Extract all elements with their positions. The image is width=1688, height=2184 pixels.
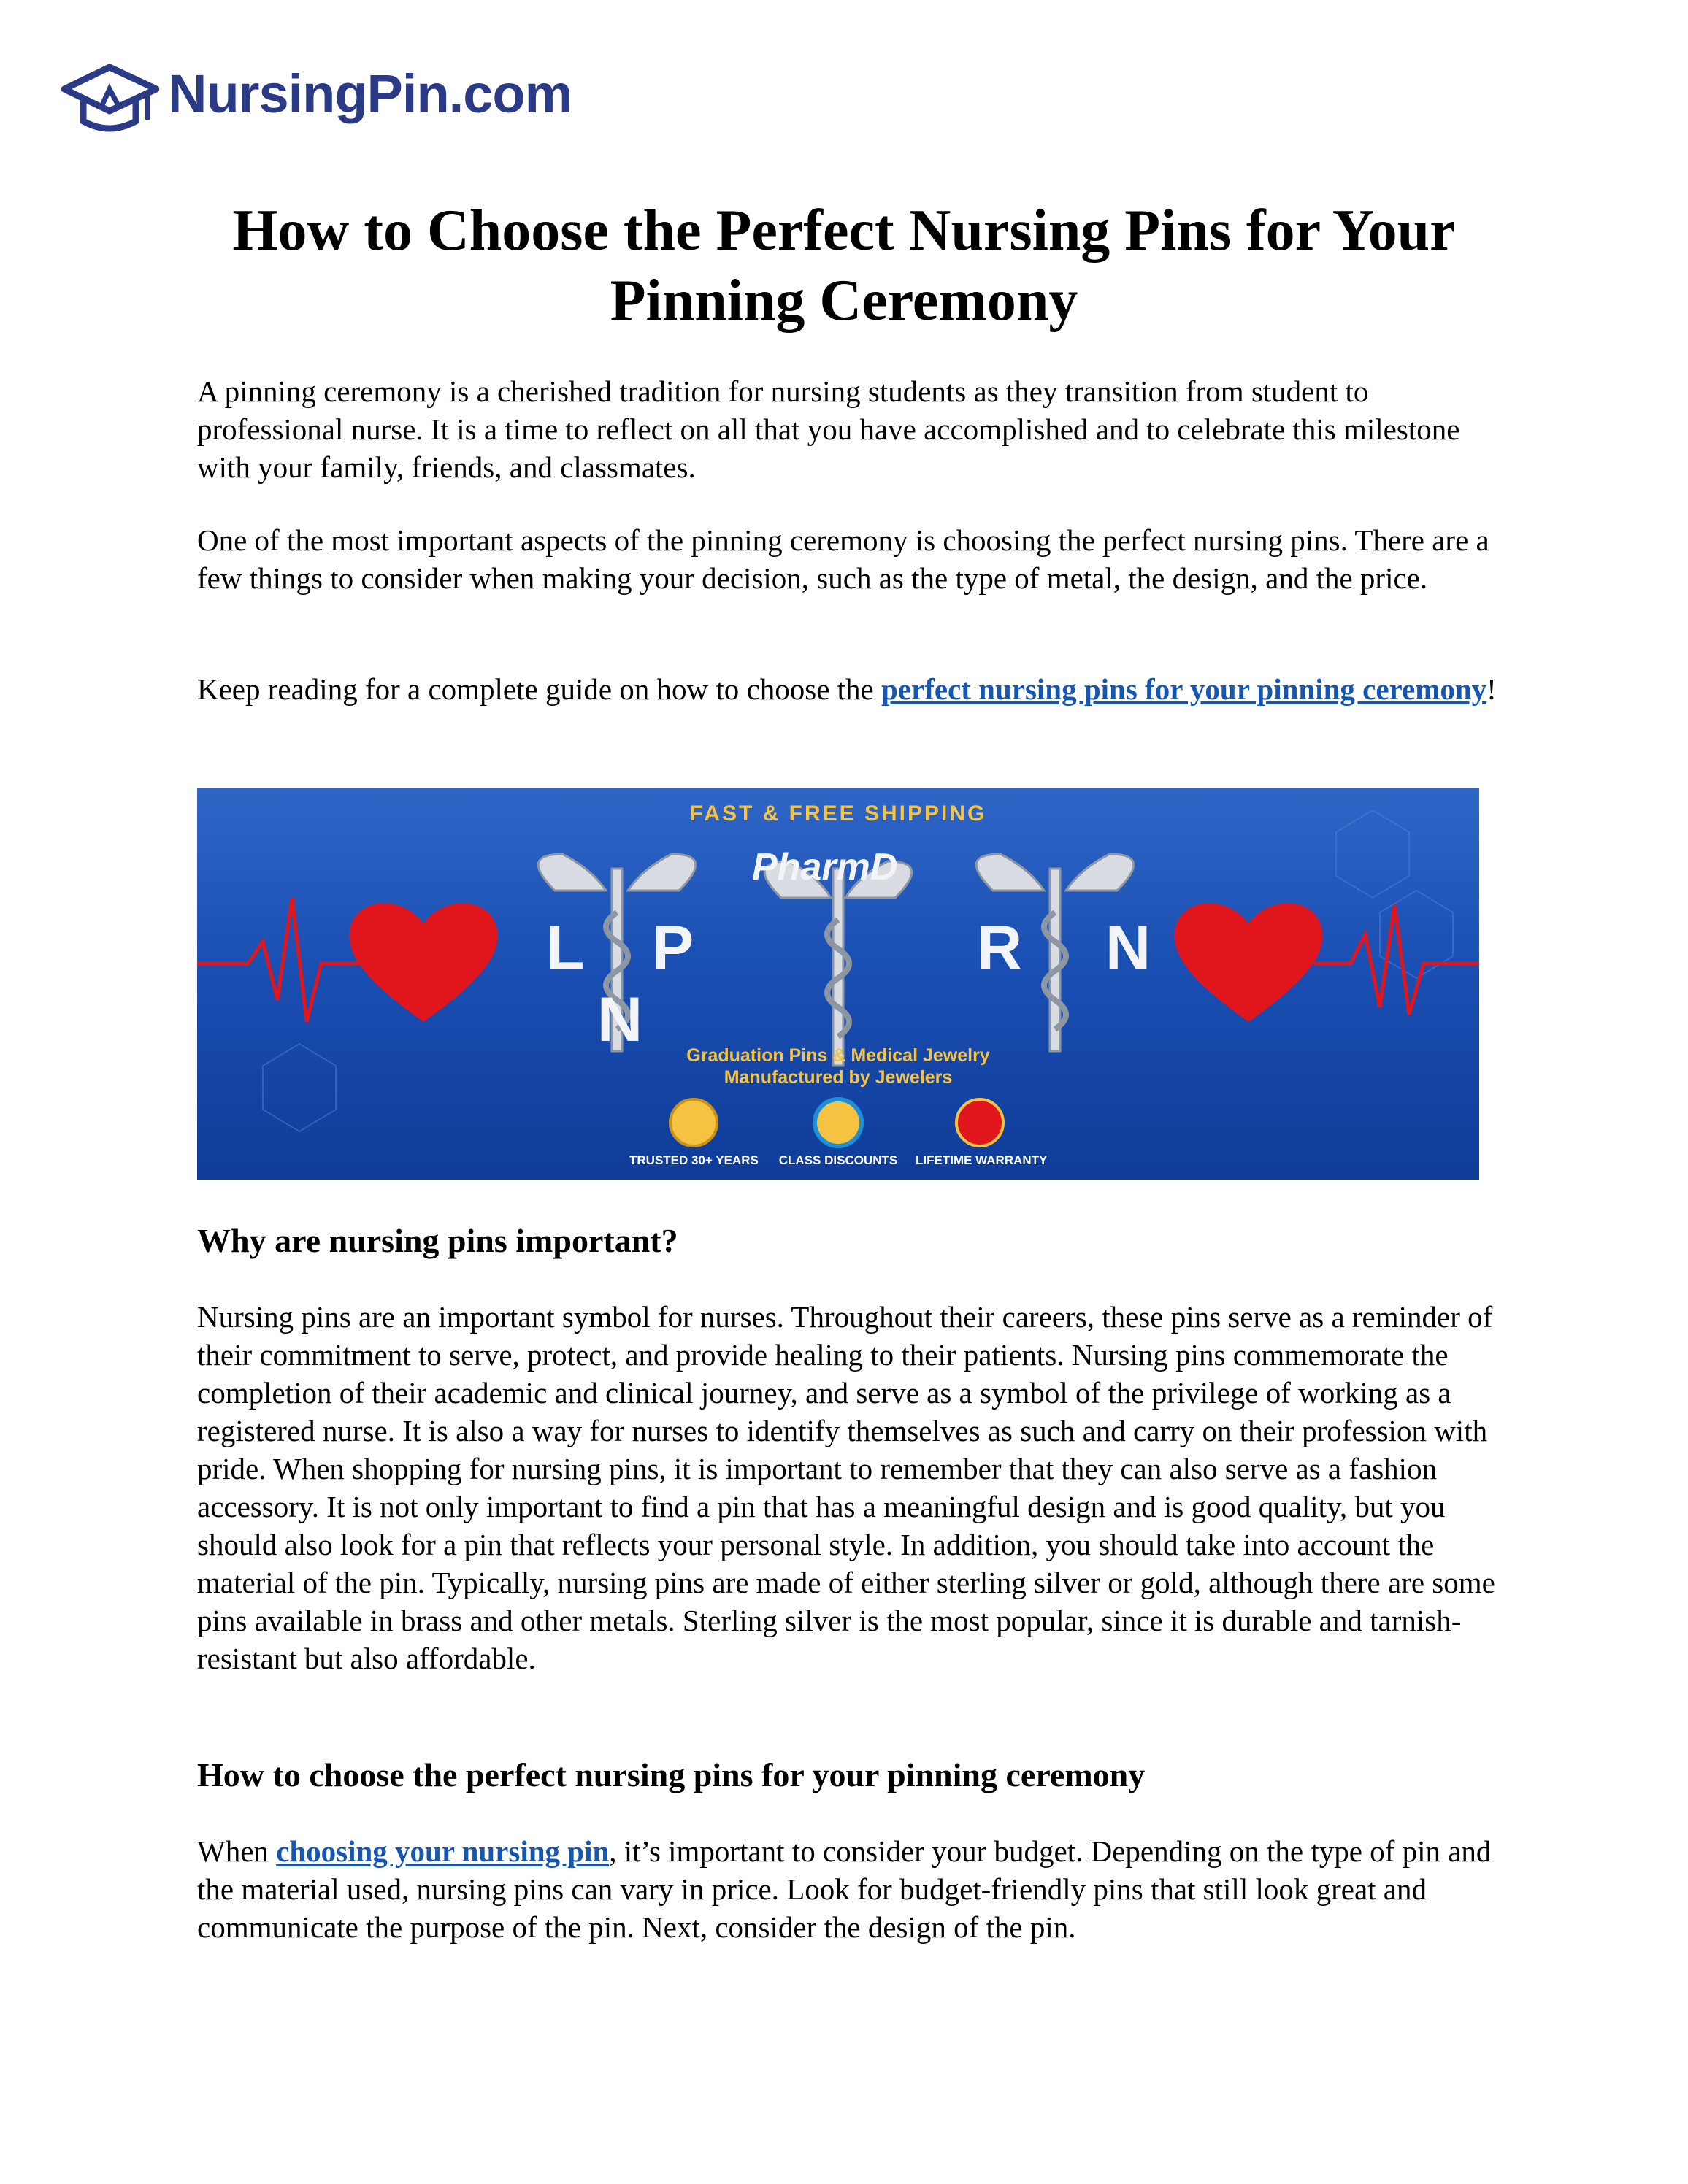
brand-name: NursingPin.com bbox=[168, 64, 572, 124]
section-heading-how: How to choose the perfect nursing pins for your pinning ceremony bbox=[197, 1756, 1146, 1793]
pin-letters-rn: R N bbox=[977, 913, 1151, 983]
badge-label-trusted: TRUSTED 30+ YEARS bbox=[629, 1153, 759, 1167]
badge-label-warranty: LIFETIME WARRANTY bbox=[916, 1153, 1048, 1167]
warranty-badge-icon bbox=[956, 1099, 1003, 1146]
pin-pharmd-label: PharmD bbox=[752, 846, 898, 888]
heart-icon bbox=[349, 903, 497, 1022]
satisfaction-badge-icon bbox=[670, 1099, 717, 1146]
special-offer-badge-icon bbox=[815, 1099, 862, 1146]
how-text-rest: , it’s important to consider your budget. Depending on the type of pin and the material used, nursing pins can vary in price. Look for budget-friendly pins that still look great and communicate the purpose of the pin. Next, consider the design of the pin. bbox=[197, 1834, 1492, 1944]
promo-banner[interactable] bbox=[197, 788, 1479, 1180]
page-title: How to Choose the Perfect Nursing Pins for Your Pinning Ceremony bbox=[232, 199, 1456, 333]
how-text: When bbox=[197, 1834, 277, 1868]
heartbeat-line-left bbox=[197, 898, 365, 1022]
badge-label-discounts: CLASS DISCOUNTS bbox=[778, 1153, 898, 1167]
intro-paragraph-1: A pinning ceremony is a cherished tradition for nursing students as they transition from student to professional nurse. It is a time to reflect on all that you have accomplished and to celebrate this milestone with your family, friends, and classmates. bbox=[197, 374, 1460, 484]
site-logo[interactable] bbox=[61, 57, 572, 143]
banner-headline: FAST & FREE SHIPPING bbox=[689, 801, 987, 826]
heart-icon bbox=[1174, 903, 1322, 1022]
intro-paragraph-2: One of the most important aspects of the pinning ceremony is choosing the perfect nursing pins. There are a few things to consider when making your decision, such as the type of metal, the design, and the price. bbox=[197, 523, 1489, 595]
heartbeat-line-right bbox=[1314, 905, 1479, 1015]
intro-paragraph-3 bbox=[197, 670, 1504, 708]
section-heading-why: Why are nursing pins important? bbox=[197, 1222, 678, 1259]
pin-letter-n: N bbox=[597, 985, 643, 1055]
intro-text: Keep reading for a complete guide on how to choose the bbox=[197, 672, 881, 706]
pin-letters-lpn: L P bbox=[546, 913, 694, 983]
choosing-pin-link[interactable]: choosing your nursing pin bbox=[276, 1834, 610, 1868]
section-body-why: Nursing pins are an important symbol for nurses. Throughout their careers, these pins serve as a reminder of their commitment to serve, protect, and provide healing to their patients. Nursing pins commemorate the completion of their academic and clinical journey, and serve as a symbol of the privilege of working as a registered nurse. It is also a way for nurses to identify themselves as such and carry on their profession with pride. When shopping for nursing pins, it is important to remember that they can also serve as a fashion accessory. It is not only important to find a pin that has a meaningful design and is good quality, but you should also look for a pin that reflects your personal style. In addition, you should take into account the material of the pin. Typically, nursing pins are made of either sterling silver or gold, although there are some pins available in brass and other metals. Sterling silver is the most popular, since it is durable and tarnish-resistant but also affordable. bbox=[197, 1300, 1495, 1675]
caduceus-icon bbox=[764, 861, 911, 1066]
section-body-how bbox=[197, 1832, 1504, 1946]
banner-tagline-1: Graduation Pins & Medical Jewelry bbox=[686, 1045, 990, 1066]
graduation-cap-icon bbox=[61, 60, 159, 137]
banner-tagline-2: Manufactured by Jewelers bbox=[724, 1067, 953, 1088]
intro-text-end: ! bbox=[1486, 672, 1497, 706]
perfect-pins-link[interactable]: perfect nursing pins for your pinning ceremony bbox=[881, 672, 1487, 706]
